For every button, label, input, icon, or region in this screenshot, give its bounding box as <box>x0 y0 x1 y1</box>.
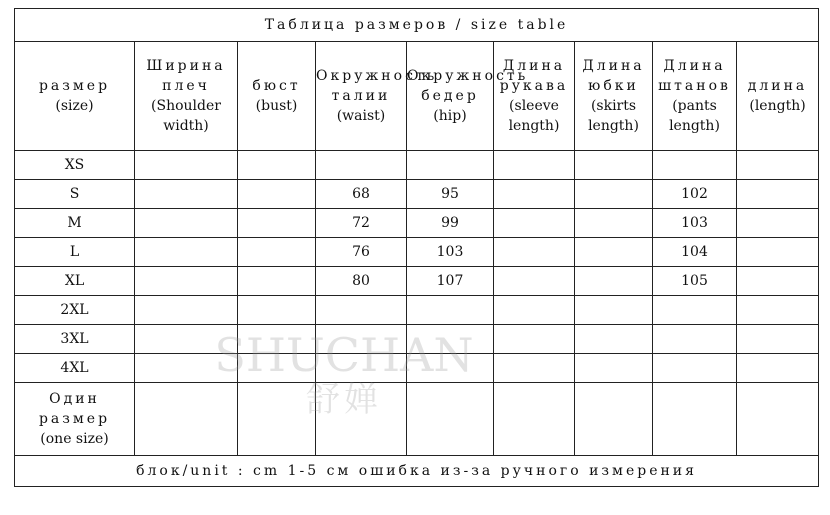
cell-pants: 104 <box>653 238 737 267</box>
table-row <box>15 296 819 325</box>
cell-pants <box>653 151 737 180</box>
table-row <box>15 325 819 354</box>
table-body <box>15 151 819 456</box>
cell-waist <box>316 151 407 180</box>
cell-hip <box>407 151 494 180</box>
cell-size: 3XL <box>15 325 135 354</box>
column-header-sleeve-length <box>494 42 575 151</box>
table-title: Таблица размеров / size table <box>15 9 819 42</box>
cell-hip: 107 <box>407 267 494 296</box>
watermark-latin: SHUCHAN <box>214 328 474 382</box>
cell-empty <box>575 383 653 456</box>
column-header-label: бюст <box>252 78 301 94</box>
cell-length <box>737 238 819 267</box>
cell-waist <box>316 354 407 383</box>
column-header-skirt-length <box>575 42 653 151</box>
column-header-label: Окружность талии <box>316 68 438 104</box>
cell-length <box>737 180 819 209</box>
cell-sleeve <box>494 180 575 209</box>
cell-length <box>737 209 819 238</box>
table-row <box>15 209 819 238</box>
cell-skirt <box>575 238 653 267</box>
measurement-note: блок/unit : cm 1-5 см ошибка из-за ручного измерения <box>15 456 819 487</box>
cell-shoulder <box>135 238 238 267</box>
cell-sleeve <box>494 267 575 296</box>
column-header-length <box>737 42 819 151</box>
cell-sleeve <box>494 325 575 354</box>
cell-size: 4XL <box>15 354 135 383</box>
cell-shoulder <box>135 354 238 383</box>
cell-length <box>737 151 819 180</box>
cell-shoulder <box>135 151 238 180</box>
cell-skirt <box>575 267 653 296</box>
cell-skirt <box>575 354 653 383</box>
column-header-hip <box>407 42 529 151</box>
table-row <box>15 267 819 296</box>
cell-sleeve <box>494 354 575 383</box>
watermark-cjk: 舒婵 <box>306 380 382 420</box>
table-row <box>15 180 819 209</box>
column-header-label: Длина юбки <box>582 58 645 94</box>
cell-empty <box>737 383 819 456</box>
cell-hip: 103 <box>407 238 494 267</box>
cell-waist: 80 <box>316 267 407 296</box>
column-header-label: Длина рукава <box>499 58 569 94</box>
column-header-bust <box>238 42 316 151</box>
cell-length <box>737 354 819 383</box>
cell-bust <box>238 151 316 180</box>
cell-pants: 105 <box>653 267 737 296</box>
cell-hip: 95 <box>407 180 494 209</box>
cell-skirt <box>575 209 653 238</box>
cell-skirt <box>575 296 653 325</box>
cell-waist <box>316 325 407 354</box>
cell-waist <box>316 296 407 325</box>
cell-shoulder <box>135 209 238 238</box>
cell-sleeve <box>494 238 575 267</box>
column-header-english: (hip) <box>433 108 467 124</box>
cell-shoulder <box>135 296 238 325</box>
one-size-english: (one size) <box>40 431 109 447</box>
cell-size: M <box>15 209 135 238</box>
cell-skirt <box>575 325 653 354</box>
column-header-shoulder-width <box>135 42 238 151</box>
cell-bust <box>238 180 316 209</box>
cell-hip: 99 <box>407 209 494 238</box>
cell-empty <box>238 383 316 456</box>
cell-hip <box>407 354 494 383</box>
column-header-label: размер <box>38 78 111 94</box>
column-header-waist <box>316 42 438 151</box>
cell-size: 2XL <box>15 296 135 325</box>
size-table <box>14 8 819 487</box>
cell-length <box>737 325 819 354</box>
cell-empty <box>316 383 407 456</box>
cell-bust <box>238 267 316 296</box>
column-header-label: Окружность бедер <box>407 68 529 104</box>
column-header-english: (pants length) <box>669 98 720 134</box>
cell-pants: 103 <box>653 209 737 238</box>
header-row <box>15 42 819 151</box>
cell-sleeve <box>494 296 575 325</box>
cell-empty <box>494 383 575 456</box>
cell-sleeve <box>494 209 575 238</box>
cell-size: S <box>15 180 135 209</box>
cell-waist: 72 <box>316 209 407 238</box>
cell-hip <box>407 325 494 354</box>
cell-bust <box>238 209 316 238</box>
cell-size: XL <box>15 267 135 296</box>
cell-skirt <box>575 151 653 180</box>
cell-pants: 102 <box>653 180 737 209</box>
one-size-label: Один размер <box>38 391 111 427</box>
cell-length <box>737 296 819 325</box>
cell-empty <box>135 383 238 456</box>
cell-shoulder <box>135 267 238 296</box>
column-header-english: (size) <box>55 98 94 114</box>
size-chart <box>14 8 818 504</box>
column-header-english: (length) <box>749 98 806 114</box>
cell-size: XS <box>15 151 135 180</box>
column-header-english: (sleeve length) <box>508 98 560 134</box>
cell-sleeve <box>494 151 575 180</box>
cell-pants <box>653 325 737 354</box>
column-header-english: (bust) <box>255 98 298 114</box>
cell-bust <box>238 325 316 354</box>
cell-pants <box>653 296 737 325</box>
cell-bust <box>238 238 316 267</box>
column-header-label: Длина штанов <box>658 58 731 94</box>
column-header-pants-length <box>653 42 737 151</box>
table-row <box>15 354 819 383</box>
table-row-one-size <box>15 383 819 456</box>
cell-length <box>737 267 819 296</box>
column-header-label: длина <box>747 78 808 94</box>
cell-bust <box>238 296 316 325</box>
column-header-size <box>15 42 135 151</box>
column-header-english: (waist) <box>336 108 386 124</box>
cell-bust <box>238 354 316 383</box>
cell-waist: 68 <box>316 180 407 209</box>
column-header-english: (skirts length) <box>588 98 639 134</box>
cell-empty <box>407 383 494 456</box>
cell-shoulder <box>135 180 238 209</box>
cell-empty <box>653 383 737 456</box>
table-row <box>15 238 819 267</box>
table-row <box>15 151 819 180</box>
cell-pants <box>653 354 737 383</box>
cell-one-size <box>15 383 135 456</box>
column-header-label: Ширина плеч <box>146 58 226 94</box>
cell-hip <box>407 296 494 325</box>
cell-shoulder <box>135 325 238 354</box>
cell-size: L <box>15 238 135 267</box>
cell-skirt <box>575 180 653 209</box>
cell-waist: 76 <box>316 238 407 267</box>
column-header-english: (Shoulder width) <box>151 98 221 134</box>
